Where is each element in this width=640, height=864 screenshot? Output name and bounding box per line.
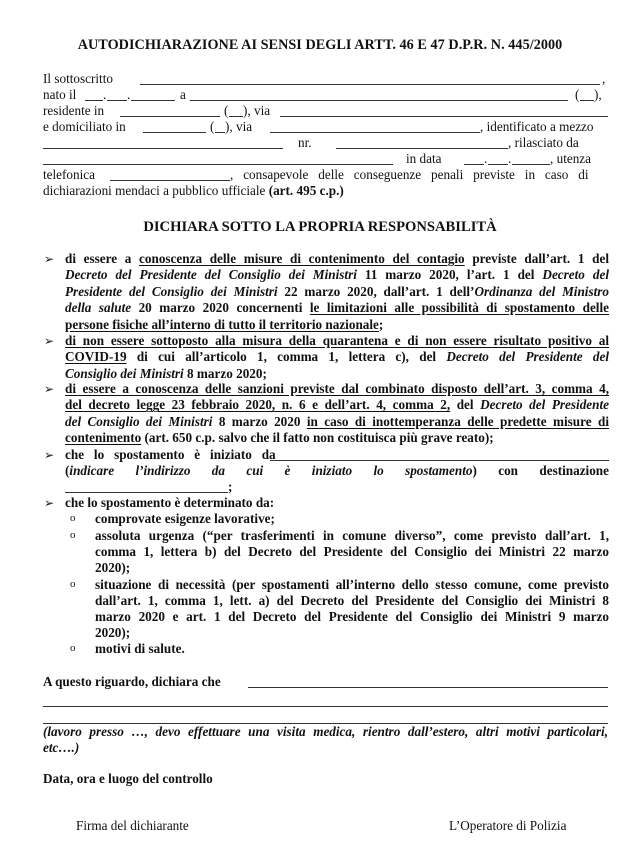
arrow-bullet-icon: ➢	[44, 448, 55, 462]
text-fragment: ;	[378, 316, 384, 332]
birth-province-field[interactable]	[580, 100, 594, 101]
statement-field-line-2[interactable]	[43, 706, 608, 707]
domicile-province-field[interactable]	[215, 132, 225, 133]
text-fragment: del	[450, 397, 481, 413]
text-fragment	[65, 397, 609, 413]
circle-bullet-icon: o	[70, 512, 76, 524]
reason-necessity-l2: dall’art. 1, comma 1, lett. a) del Decreto del Presidente del Consiglio dei Ministri 8	[95, 593, 609, 608]
reason-work: comprovate esigenze lavorative;	[95, 511, 275, 526]
text-fragment: di essere a	[65, 251, 140, 266]
date-sep: .	[508, 151, 512, 166]
utenza-label: , utenza	[550, 151, 592, 166]
sottoscritto-field[interactable]	[140, 84, 600, 85]
semicolon: ;	[228, 479, 233, 494]
paren-close: ),	[594, 87, 602, 102]
identificato-label: , identificato a mezzo	[480, 119, 594, 134]
art-495-ref: (art. 495 c.p.)	[268, 183, 344, 198]
via-label: ), via	[225, 119, 253, 134]
text-fragment: Decreto del Presidente	[480, 397, 609, 413]
reason-necessity-l4: 2020);	[95, 625, 131, 640]
text-fragment	[65, 317, 609, 333]
residence-province-field[interactable]	[229, 116, 243, 117]
arrow-bullet-icon: ➢	[44, 252, 55, 266]
text-fragment: indicare l’indirizzo da cui è iniziato lo spostamento	[69, 463, 473, 478]
destination-field[interactable]	[65, 492, 228, 493]
arrow-bullet-icon: ➢	[44, 382, 55, 396]
text-fragment: conoscenza delle misure di contenimento del contagio	[139, 251, 465, 266]
dichiarazioni-text	[43, 183, 344, 199]
text-fragment	[65, 414, 609, 430]
origin-hint	[65, 463, 609, 479]
document-type-field[interactable]	[43, 148, 283, 149]
phone-field[interactable]	[110, 180, 230, 181]
birth-day-field[interactable]	[85, 100, 103, 101]
origin-address-field[interactable]	[270, 460, 609, 461]
text-fragment: Decreto del Presidente del Consiglio dei Ministri	[65, 267, 357, 283]
circle-bullet-icon: o	[70, 578, 76, 590]
text-fragment: persone fisiche all’interno di tutto il territorio nazionale	[65, 316, 379, 332]
date-sep: .	[127, 87, 131, 102]
birth-month-field[interactable]	[107, 100, 127, 101]
text-fragment	[65, 333, 609, 349]
text-fragment	[65, 284, 609, 300]
text-fragment: Decreto del	[542, 267, 609, 283]
sottoscritto-label: Il sottoscritto	[43, 71, 113, 86]
text-fragment	[65, 349, 609, 365]
declaration-item-3	[65, 381, 609, 447]
reason-health: motivi di salute.	[95, 641, 185, 656]
dichiarazioni-label: dichiarazioni mendaci a pubblico ufficiale	[43, 183, 269, 198]
text-fragment: del decreto legge 23 febbraio 2020, n. 6 e dell’art. 4, comma 2,	[65, 397, 451, 413]
declaration-item-2	[65, 333, 609, 382]
text-fragment: Consiglio dei Ministri	[65, 365, 184, 381]
text-fragment: Decreto del Presidente del	[446, 349, 609, 365]
circle-bullet-icon: o	[70, 529, 76, 541]
issue-month-field[interactable]	[488, 164, 508, 165]
declarant-signature-label: Firma del dichiarante	[76, 818, 189, 833]
domicilio-label: e domiciliato in	[43, 119, 126, 134]
in-data-label: in data	[406, 151, 442, 166]
document-title: AUTODICHIARAZIONE AI SENSI DEGLI ARTT. 46 E 47 D.P.R. N. 445/2000	[77, 37, 563, 53]
reason-urgency-l1: assoluta urgenza (“per trasferimenti in comune diverso”, come previsto dall’art. 1,	[95, 528, 609, 543]
text-fragment	[65, 267, 609, 283]
issue-year-field[interactable]	[512, 164, 550, 165]
arrow-bullet-icon: ➢	[44, 334, 55, 348]
reason-label: che lo spostamento è determinato da:	[65, 495, 275, 510]
control-label: Data, ora e luogo del controllo	[43, 771, 213, 786]
document-number-field[interactable]	[336, 148, 508, 149]
text-fragment: in caso di inottemperanza delle predette misure di	[306, 413, 609, 429]
text-fragment: del Consiglio dei Ministri	[65, 413, 213, 429]
arrow-bullet-icon: ➢	[44, 496, 55, 510]
text-fragment: le limitazioni alle possibilità di spostamento delle	[309, 300, 609, 316]
text-fragment: Presidente del Consiglio dei Ministri	[65, 283, 278, 299]
statement-label: A questo riguardo, dichiara che	[43, 674, 221, 689]
declaration-item-1	[65, 251, 609, 333]
rilasciato-label: , rilasciato da	[508, 135, 579, 150]
consapevole-text: , consapevole delle conseguenze penali previste in caso di	[230, 167, 589, 182]
text-fragment: previste dall’art. 1 del	[464, 251, 609, 266]
text-fragment: contenimento	[65, 430, 142, 446]
text-fragment: 11 marzo 2020, l’art. 1 del	[356, 267, 543, 283]
text-fragment: (art. 650 c.p. salvo che il fatto non costituisca più grave reato);	[141, 430, 494, 446]
residence-street-field[interactable]	[280, 116, 608, 117]
text-fragment: 8 marzo 2020	[212, 413, 307, 429]
text-fragment: 8 marzo 2020;	[183, 365, 267, 381]
text-fragment: (	[65, 463, 70, 478]
nr-label: nr.	[298, 135, 312, 150]
date-sep: .	[484, 151, 488, 166]
text-fragment: di essere a conoscenza delle sanzioni previste dal combinato disposto dell’art. 3, comma 4,	[65, 381, 609, 396]
text-fragment: 20 marzo 2020 concernenti	[131, 300, 310, 316]
text-fragment: Ordinanza del Ministro	[474, 283, 609, 299]
text-fragment	[65, 300, 609, 316]
statement-hint-l2: etc….)	[43, 740, 80, 755]
paren-open: (	[575, 87, 580, 102]
text-fragment: della salute	[65, 300, 132, 316]
residence-city-field[interactable]	[120, 116, 220, 117]
date-sep: .	[103, 87, 107, 102]
text-fragment: di cui all’articolo 1, comma 1, lettera c), del	[126, 349, 447, 365]
declaration-heading: DICHIARA SOTTO LA PROPRIA RESPONSABILITÀ	[143, 219, 497, 235]
text-fragment: di non essere sottoposto alla misura della quarantena e di non essere risultato positivo al	[65, 333, 609, 348]
comma-punct: ,	[602, 71, 606, 86]
birth-place-field[interactable]	[190, 100, 568, 101]
domicile-street-field[interactable]	[270, 132, 480, 133]
text-fragment: COVID-19	[65, 349, 127, 365]
officer-signature-label: L’Operatore di Polizia	[449, 818, 567, 833]
text-fragment: 22 marzo 2020, dall’art. 1 dell’	[277, 283, 475, 299]
issuer-field[interactable]	[43, 164, 393, 165]
text-fragment	[65, 381, 609, 397]
statement-hint-l1: (lavoro presso …, devo effettuare una visita medica, rientro dall’estero, altri motivi particolari,	[43, 724, 608, 739]
via-label: ), via	[243, 103, 271, 118]
reason-urgency-l2: comma 1, lettera b) del Decreto del Presidente del Consiglio dei Ministri 22 marzo	[95, 544, 609, 559]
text-fragment	[65, 430, 609, 446]
birth-year-field[interactable]	[131, 100, 175, 101]
nato-il-label: nato il	[43, 87, 77, 102]
circle-bullet-icon: o	[70, 642, 76, 654]
telefonica-label: telefonica	[43, 167, 95, 182]
text-fragment	[65, 366, 609, 382]
paren-open: (	[210, 119, 215, 134]
reason-necessity-l3: marzo 2020 e art. 1 del Decreto del Presidente del Consiglio dei Ministri 9 marzo	[95, 609, 609, 624]
reason-urgency-l3: 2020);	[95, 560, 131, 575]
paren-open: (	[224, 103, 229, 118]
origin-label: che lo spostamento è iniziato da	[65, 447, 276, 462]
a-label: a	[180, 87, 186, 102]
statement-field-line-1[interactable]	[248, 687, 608, 688]
text-fragment: ) con destinazione	[472, 463, 609, 478]
issue-day-field[interactable]	[464, 164, 484, 165]
domicile-city-field[interactable]	[143, 132, 206, 133]
residente-label: residente in	[43, 103, 105, 118]
reason-necessity-l1: situazione di necessità (per spostamenti all’interno dello stesso comune, come previsto	[95, 577, 609, 592]
text-fragment	[65, 251, 609, 267]
